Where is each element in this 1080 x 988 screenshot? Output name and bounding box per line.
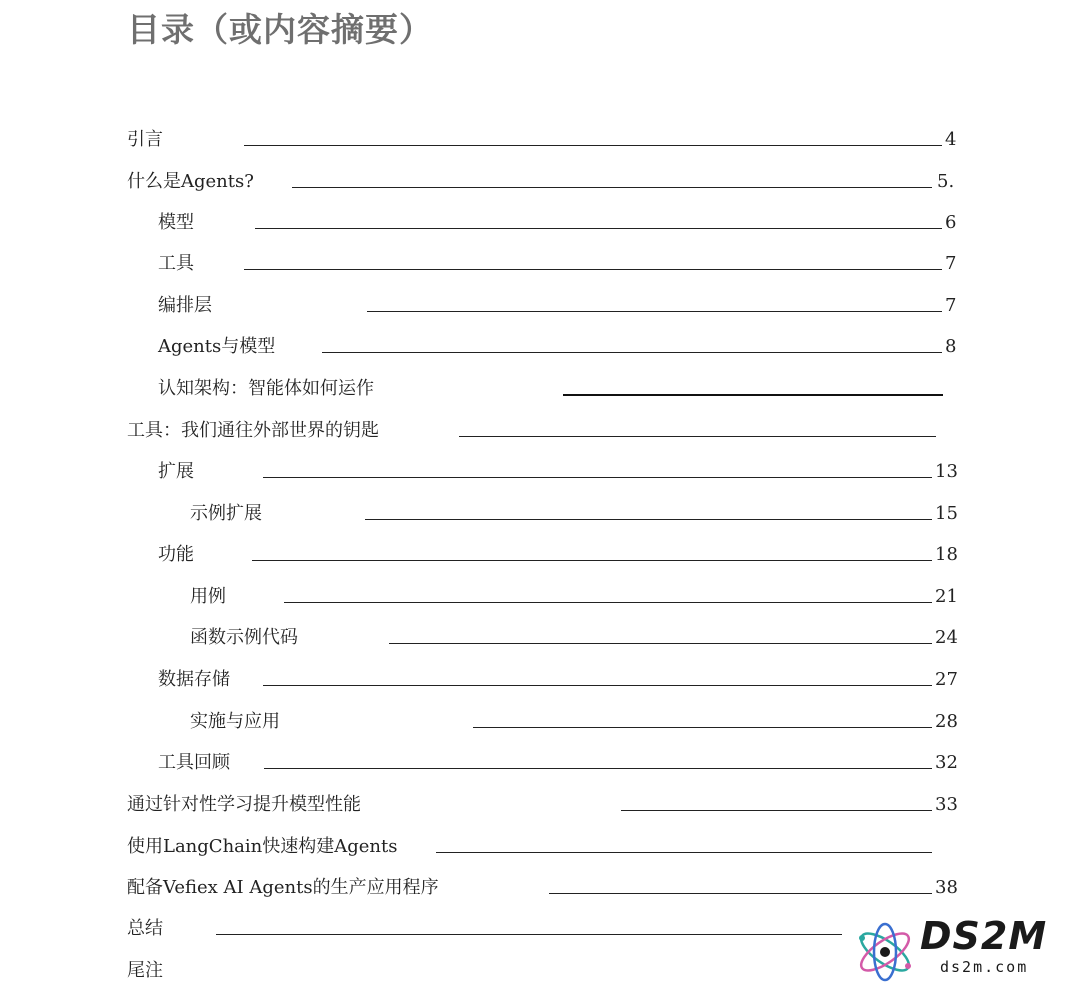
toc-entry-page: 7 <box>945 295 957 316</box>
toc-entry[interactable] <box>0 209 1080 239</box>
toc-entry[interactable] <box>0 624 1080 654</box>
toc-entry-label: 工具：我们通往外部世界的钥匙 <box>127 420 379 441</box>
toc-entry[interactable] <box>0 791 1080 821</box>
toc-leader-line <box>263 685 932 686</box>
toc-leader-line <box>365 519 932 520</box>
toc-entry-page: 6 <box>945 212 957 233</box>
toc-entry[interactable] <box>0 292 1080 322</box>
toc-entry-label: 功能 <box>158 544 194 565</box>
toc-entry-page: 32 <box>935 752 958 773</box>
toc-entry[interactable] <box>0 583 1080 613</box>
watermark-url: ds2m.com <box>940 958 1029 976</box>
toc-leader-line <box>563 394 943 396</box>
toc-entry-page: 7 <box>945 253 957 274</box>
toc-entry[interactable] <box>0 333 1080 363</box>
toc-entry-page: 38 <box>935 877 958 898</box>
toc-entry-page: 28 <box>935 711 958 732</box>
toc-entry[interactable] <box>0 833 1080 863</box>
toc-entry-page: 27 <box>935 669 958 690</box>
toc-entry[interactable] <box>0 375 1080 405</box>
toc-entry-label: 示例扩展 <box>190 503 262 524</box>
toc-entry-label: 配备Vefiex AI Agents的生产应用程序 <box>127 877 439 898</box>
toc-entry[interactable] <box>0 417 1080 447</box>
toc-entry-page: 13 <box>935 461 958 482</box>
toc-leader-line <box>263 477 932 478</box>
toc-entry[interactable] <box>0 250 1080 280</box>
toc-entry[interactable] <box>0 666 1080 696</box>
toc-entry-page: 18 <box>935 544 958 565</box>
toc-entry-label: 工具 <box>158 253 194 274</box>
atom-icon <box>852 916 918 986</box>
toc-leader-line <box>436 852 932 853</box>
toc-entry-page: 24 <box>935 627 958 648</box>
toc-entry[interactable] <box>0 708 1080 738</box>
toc-entry-page: 15 <box>935 503 958 524</box>
toc-entry-label: 尾注 <box>127 960 163 981</box>
toc-entry-label: 引言 <box>127 129 163 150</box>
toc-entry-label: 总结 <box>127 918 163 939</box>
toc-entry-label: 什么是Agents? <box>127 171 254 192</box>
toc-leader-line <box>244 145 942 146</box>
toc-entry-page: 21 <box>935 586 958 607</box>
toc-entry-page: 4 <box>945 129 957 150</box>
toc-entry[interactable] <box>0 874 1080 904</box>
toc-entry-page: 33 <box>935 794 958 815</box>
toc-leader-line <box>621 810 932 811</box>
toc-leader-line <box>252 560 932 561</box>
toc-entry-label: 实施与应用 <box>190 711 280 732</box>
toc-entry[interactable] <box>0 749 1080 779</box>
toc-leader-line <box>322 352 942 353</box>
toc-leader-line <box>244 269 942 270</box>
toc-entry-label: Agents与模型 <box>158 336 276 357</box>
toc-entry-label: 认知架构：智能体如何运作 <box>158 378 374 399</box>
toc-entry[interactable] <box>0 126 1080 156</box>
toc-leader-line <box>473 727 932 728</box>
toc-leader-line <box>255 228 942 229</box>
toc-entry[interactable] <box>0 168 1080 198</box>
toc-entry-page: 5. <box>937 171 955 192</box>
toc-entry-label: 工具回顾 <box>158 752 230 773</box>
toc-leader-line <box>264 768 932 769</box>
toc-entry-label: 使用LangChain快速构建Agents <box>127 836 398 857</box>
toc-entry-label: 编排层 <box>158 295 212 316</box>
toc-leader-line <box>549 893 932 894</box>
toc-leader-line <box>284 602 932 603</box>
toc-entry-label: 用例 <box>190 586 226 607</box>
toc-entry-label: 模型 <box>158 212 194 233</box>
toc-entry-label: 数据存储 <box>158 669 230 690</box>
toc-entry-label: 函数示例代码 <box>190 627 298 648</box>
toc-entry-label: 通过针对性学习提升模型性能 <box>127 794 361 815</box>
watermark-logo-text: DS2M <box>920 914 1048 958</box>
ds2m-watermark <box>852 916 1072 986</box>
toc-entry-page: 8 <box>945 336 957 357</box>
toc-entry[interactable] <box>0 458 1080 488</box>
toc-leader-line <box>292 187 932 188</box>
toc-entry[interactable] <box>0 541 1080 571</box>
toc-leader-line <box>389 643 932 644</box>
page-title: 目录（或内容摘要） <box>127 10 433 49</box>
toc-entry-label: 扩展 <box>158 461 194 482</box>
toc-leader-line <box>459 436 936 437</box>
toc-leader-line <box>367 311 942 312</box>
toc-leader-line <box>216 934 842 935</box>
toc-entry[interactable] <box>0 500 1080 530</box>
